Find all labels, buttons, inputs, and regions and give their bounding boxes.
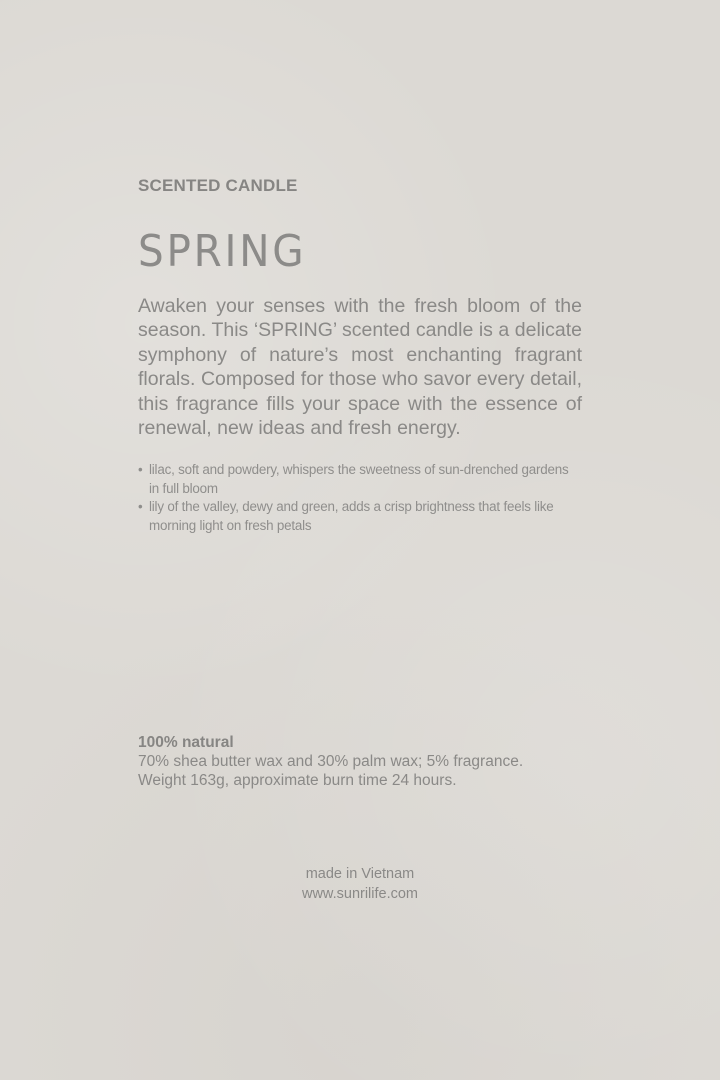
fragrance-note-lily [138,498,582,535]
product-title: SPRING [138,226,307,277]
product-category: SCENTED CANDLE [138,176,298,195]
bullet-icon: • [138,462,143,477]
fragrance-note-lilac [138,461,582,498]
origin-text: made in Vietnam [305,866,415,882]
fragrance-notes-list [138,461,582,535]
fragrance-note-text: lily of the valley, dewy and green, adds a crisp brightness that feels like morning light on fresh petals [149,499,554,533]
website-link[interactable]: www.sunrilife.com [301,885,419,902]
product-description: Awaken your senses with the fresh bloom of the season. This ‘SPRING’ scented candle is a delicate symphony of nature’s most enchanting fragrant florals. Composed for those who savor every detail, this fragrance fills your space with the essence of renewal, new ideas and fresh energy. [138,295,582,440]
product-specs [138,733,582,790]
specs-composition: 70% shea butter wax and 30% palm wax; 5% fragrance. [138,753,524,770]
label-footer [0,865,720,904]
bullet-icon: • [138,499,143,514]
specs-heading: 100% natural [138,734,234,751]
specs-weight-burn-time: Weight 163g, approximate burn time 24 hours. [138,772,457,789]
fragrance-note-text: lilac, soft and powdery, whispers the sweetness of sun-drenched gardens in full bloom [149,462,569,496]
